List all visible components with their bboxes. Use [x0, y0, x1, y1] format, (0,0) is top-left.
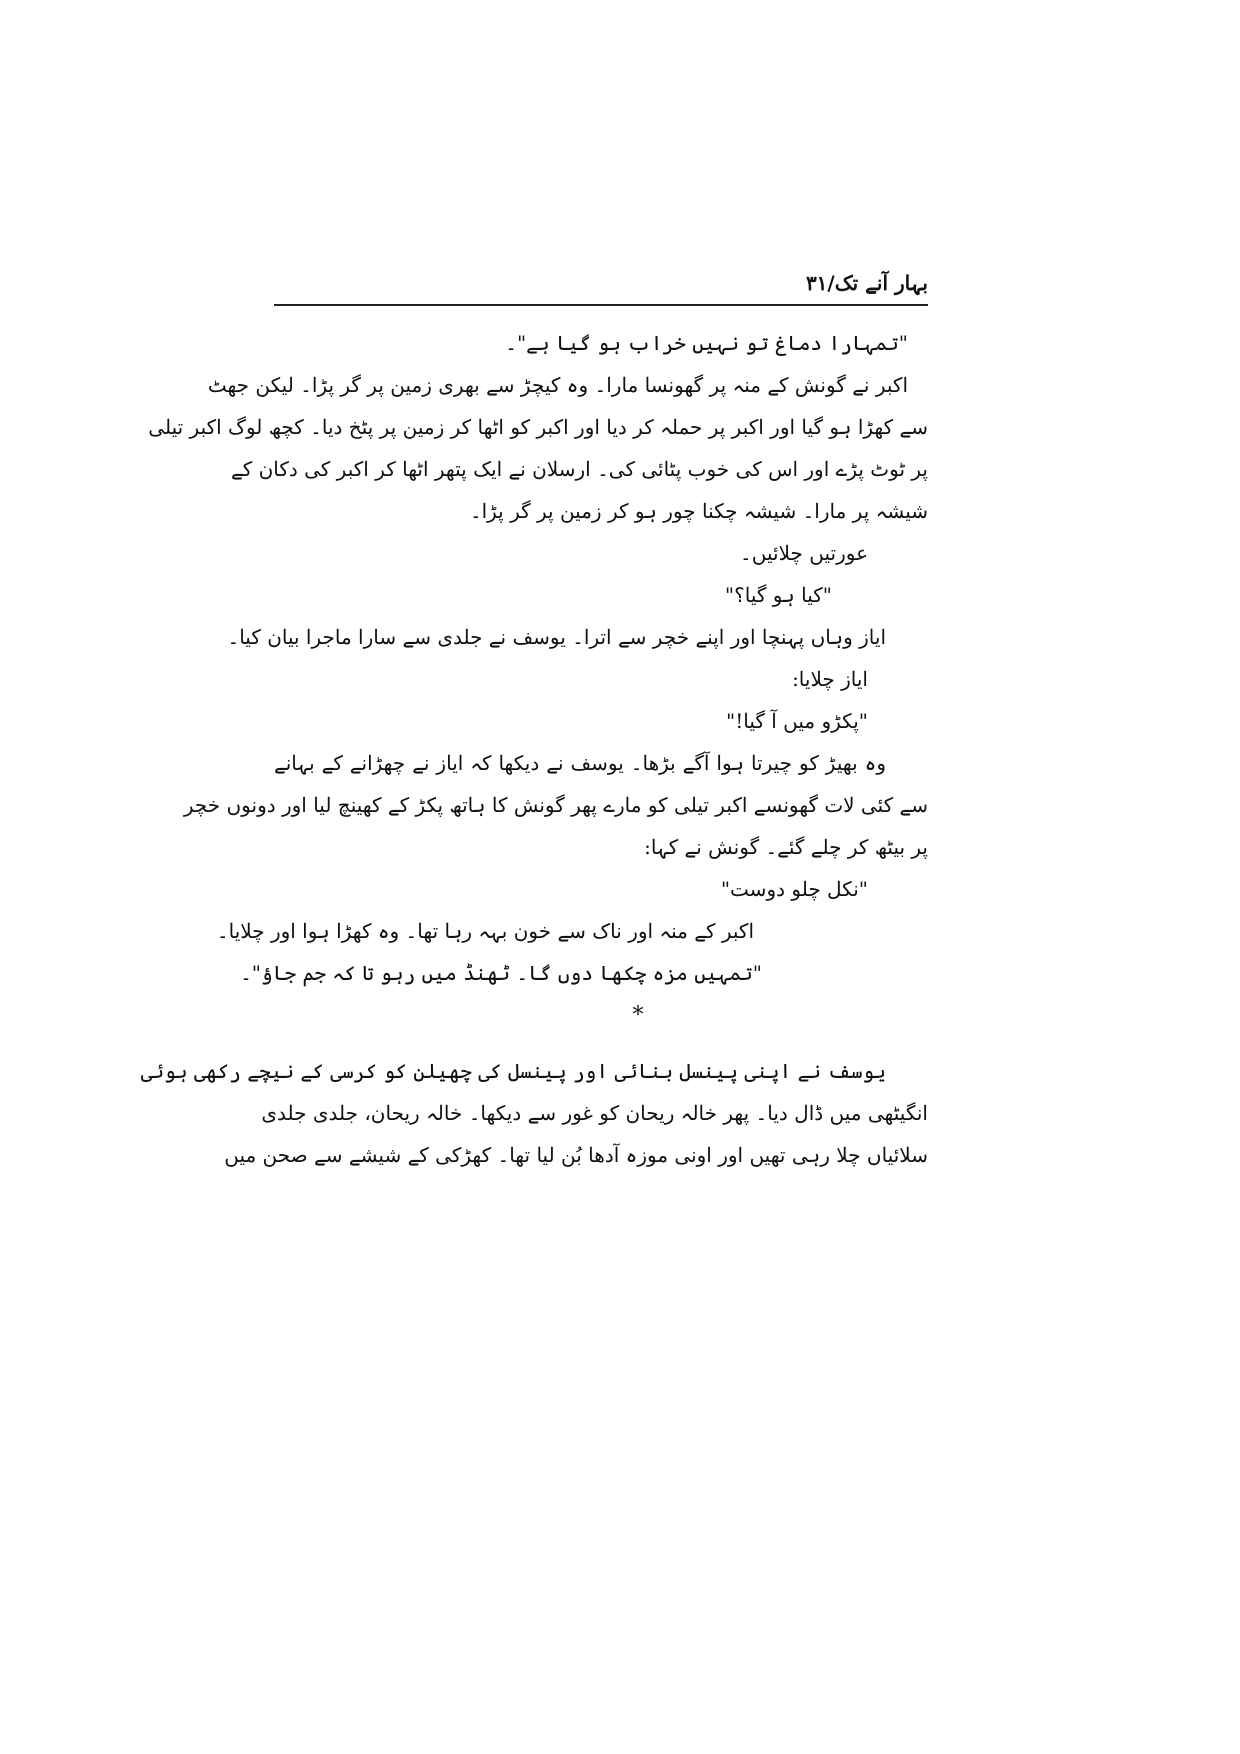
running-header-title: بہار آنے تک/۳۱: [805, 271, 928, 295]
text-line: عورتیں چلائیں۔: [740, 541, 868, 565]
text-line: وہ بھیڑ کو چیرتا ہوا آگے بڑھا۔ یوسف نے دیکھا کہ ایاز نے چھڑانے کے بہانے: [274, 751, 886, 775]
text-line: سے کئی لات گھونسے اکبر تیلی کو مارے پھر گونش کا ہاتھ پکڑ کے کھینچ لیا اور دونوں خچر: [183, 793, 928, 817]
text-line: انگیٹھی میں ڈال دیا۔ پھر خالہ ریحان کو غور سے دیکھا۔ خالہ ریحان، جلدی جلدی: [261, 1101, 928, 1125]
header-divider: [274, 304, 928, 306]
body-text: [140, 322, 928, 1176]
section-gap: [274, 1038, 928, 1050]
text-line: اکبر کے منہ اور ناک سے خون بہہ رہا تھا۔ وہ کھڑا ہوا اور چلایا۔: [216, 919, 754, 943]
text-line: پر بیٹھ کر چلے گئے۔ گونش نے کہا:: [644, 835, 928, 859]
text-line: اکبر نے گونش کے منہ پر گھونسا مارا۔ وہ کیچڑ سے بھری زمین پر گر پڑا۔ لیکن جھٹ: [207, 373, 908, 397]
text-line: ایاز وہاں پہنچا اور اپنے خچر سے اترا۔ یوسف نے جلدی سے سارا ماجرا بیان کیا۔: [227, 625, 886, 649]
page-header: [274, 268, 928, 298]
section-separator: *: [632, 1003, 644, 1028]
text-line: "کیا ہو گیا؟": [724, 583, 832, 607]
text-line: سلائیاں چلا رہی تھیں اور اونی موزہ آدھا بُن لیا تھا۔ کھڑکی کے شیشے سے صحن میں: [224, 1143, 928, 1167]
text-line: "تمہارا دماغ تو نہیں خراب ہو گیا ہے"۔: [505, 331, 908, 355]
text-line: سے کھڑا ہو گیا اور اکبر پر حملہ کر دیا اور اکبر کو اٹھا کر زمین پر پٹخ دیا۔ کچھ لوگ اکبر تیلی: [148, 415, 928, 439]
text-line: "پکڑو میں آ گیا!": [726, 709, 868, 733]
text-line: پر ٹوٹ پڑے اور اس کی خوب پٹائی کی۔ ارسلان نے ایک پتھر اٹھا کر اکبر کی دکان کے: [230, 457, 928, 481]
text-line: یوسف نے اپنی پینسل بنائی اور پینسل کی چھیلن کو کرسی کے نیچے رکھی ہوئی: [140, 1059, 886, 1083]
text-line: "تمہیں مزہ چکھا دوں گا۔ ٹھنڈ میں رہو تا کہ جم جاؤ"۔: [240, 961, 762, 985]
text-line: ایاز چلایا:: [792, 667, 868, 691]
text-line: "نکل چلو دوست": [720, 877, 868, 901]
text-line: شیشہ پر مارا۔ شیشہ چکنا چور ہو کر زمین پر گر پڑا۔: [469, 499, 928, 523]
